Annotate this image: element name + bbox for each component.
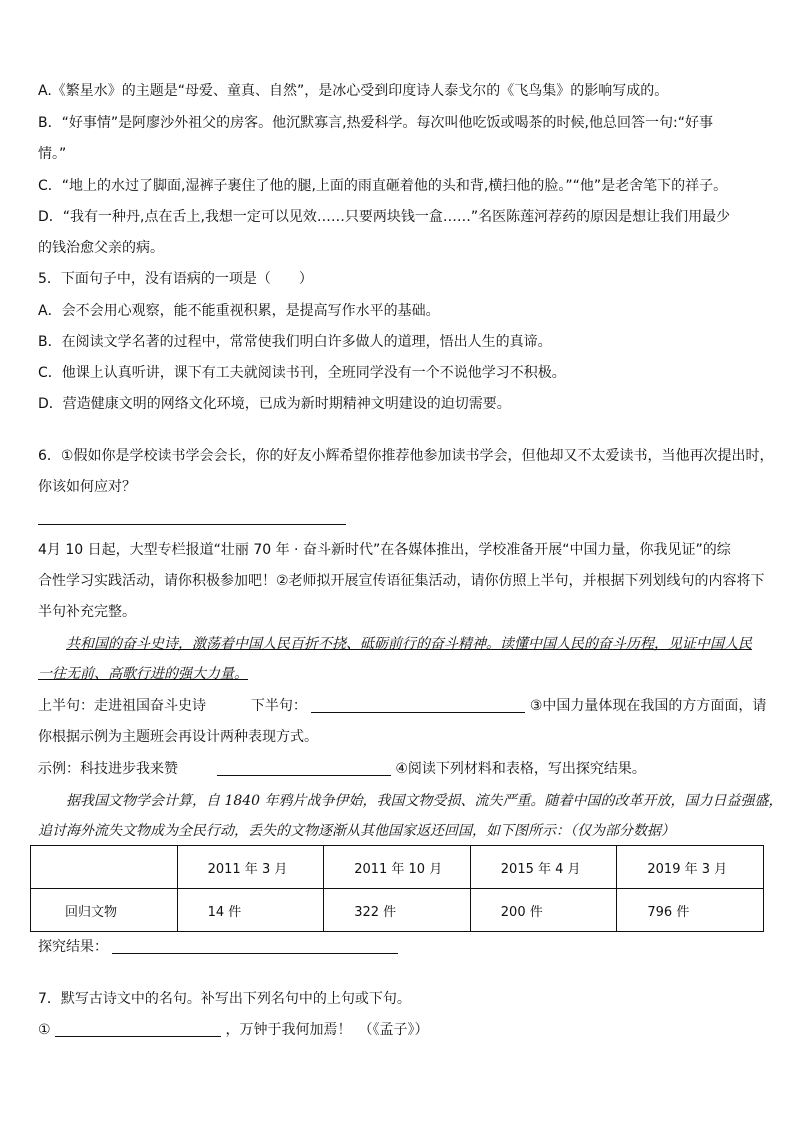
q6-intro-line1: 4月 10 日起，大型专栏报道“壮丽 70 年 · 奋斗新时代”在各媒体推出，学校准备开展“中国力量，你我见证”的综 xyxy=(38,542,731,558)
q6-answer-line[interactable] xyxy=(38,524,346,525)
q4-option-d-line1: D．“我有一种丹,点在舌上,我想一定可以见效……只要两块钱一盒……”名医陈莲河荐药的原因是想让我们用最少 xyxy=(38,209,731,225)
q6-quote-line2: 一往无前、高歌行进的强大力量。 xyxy=(38,666,248,682)
table-cell: 322 件 xyxy=(324,889,471,932)
q5-option-a: A．会不会用心观察，能不能重视积累，是提高写作水平的基础。 xyxy=(38,303,440,319)
q6-part3-line2: 你根据示例为主题班会再设计两种表现方式。 xyxy=(38,729,318,745)
relics-table xyxy=(30,845,764,932)
q5-stem: 5．下面句子中，没有语病的一项是（ ） xyxy=(38,271,313,287)
table-cell: 796 件 xyxy=(617,889,764,932)
q7-item-1-text: ，万钟于我何加焉！ （《孟子》） xyxy=(225,1022,429,1038)
table-header-cell: 2011 年 10 月 xyxy=(324,846,471,889)
table-cell: 14 件 xyxy=(177,889,324,932)
q5-option-d: D．营造健康文明的网络文化环境，已成为新时期精神文明建设的迫切需要。 xyxy=(38,396,511,412)
table-header-row xyxy=(31,846,764,889)
table-cell: 200 件 xyxy=(470,889,617,932)
q7-stem: 7．默写古诗文中的名句。补写出下列名句中的上句或下句。 xyxy=(38,991,411,1007)
q6-example-row xyxy=(38,759,646,779)
table-header-cell: 2015 年 4 月 xyxy=(470,846,617,889)
table-row-label: 回归文物 xyxy=(31,889,178,932)
lower-half-label: 下半句： xyxy=(250,698,307,714)
upper-half-label: 上半句：走进祖国奋斗史诗 xyxy=(38,698,206,714)
q7-item-1-blank[interactable] xyxy=(55,1020,221,1037)
lower-half-blank[interactable] xyxy=(311,696,525,713)
q4-option-d-line2: 的钱治愈父亲的病。 xyxy=(38,240,164,256)
table-row xyxy=(31,889,764,932)
q6-material-line1: 据我国文物学会计算，自 1840 年鸦片战争伊始，我国文物受损、流失严重。随着中国的改革开放，国力日益强盛， xyxy=(66,793,783,809)
result-label: 探究结果： xyxy=(38,939,108,955)
q6-stem-line1: 6．①假如你是学校读书学会会长，你的好友小辉希望你推荐他参加读书学会，但他却又不太爱读书，当他再次提出时， xyxy=(38,448,774,464)
table-header-cell xyxy=(31,846,178,889)
example-label: 示例：科技进步我来赞 xyxy=(38,761,178,777)
table-header-cell: 2019 年 3 月 xyxy=(617,846,764,889)
example-blank[interactable] xyxy=(217,759,391,776)
q6-part3-line1: ③中国力量体现在我国的方方面面，请 xyxy=(529,698,767,714)
q6-intro-line2: 合性学习实践活动，请你积极参加吧！②老师拟开展宣传语征集活动，请你仿照上半句，并根据下列划线句的内容将下 xyxy=(38,573,765,589)
q4-option-b-line2: 情。” xyxy=(38,146,67,162)
q4-option-a: A.《繁星水》的主题是“母爱、童真、自然”，是冰心受到印度诗人泰戈尔的《飞鸟集》的影响写成的。 xyxy=(38,83,669,99)
q6-intro-line3: 半句补充完整。 xyxy=(38,604,136,620)
q7-item-1 xyxy=(38,1020,428,1040)
q5-option-c: C．他课上认真听讲，课下有工夫就阅读书刊，全班同学没有一个不说他学习不积极。 xyxy=(38,365,566,381)
q6-result-row xyxy=(38,937,398,957)
q4-option-b-line1: B．“好事情”是阿廖沙外祖父的房客。他沉默寡言,热爱科学。每次叫他吃饭或喝茶的时候,他总回答一句:“好事 xyxy=(38,115,713,131)
result-blank[interactable] xyxy=(112,937,398,954)
q6-material-line2: 追讨海外流失文物成为全民行动，丢失的文物逐渐从其他国家返还回国，如下图所示：（仅为部分数据） xyxy=(38,823,675,839)
q6-sentence-row xyxy=(38,696,766,716)
q6-part4: ④阅读下列材料和表格，写出探究结果。 xyxy=(395,761,646,777)
q4-option-c: C．“地上的水过了脚面,湿裤子裹住了他的腿,上面的雨直砸着他的头和背,横扫他的脸。”“他”是老舍笔下的祥子。 xyxy=(38,178,728,194)
q7-item-1-number: ① xyxy=(38,1022,51,1038)
table-header-cell: 2011 年 3 月 xyxy=(177,846,324,889)
q6-quote-line1: 共和国的奋斗史诗，激荡着中国人民百折不挠、砥砺前行的奋斗精神。读懂中国人民的奋斗历程，见证中国人民 xyxy=(66,636,752,652)
q6-stem-line2: 你该如何应对？ xyxy=(38,479,136,495)
q5-option-b: B．在阅读文学名著的过程中，常常使我们明白许多做人的道理，悟出人生的真谛。 xyxy=(38,334,552,350)
